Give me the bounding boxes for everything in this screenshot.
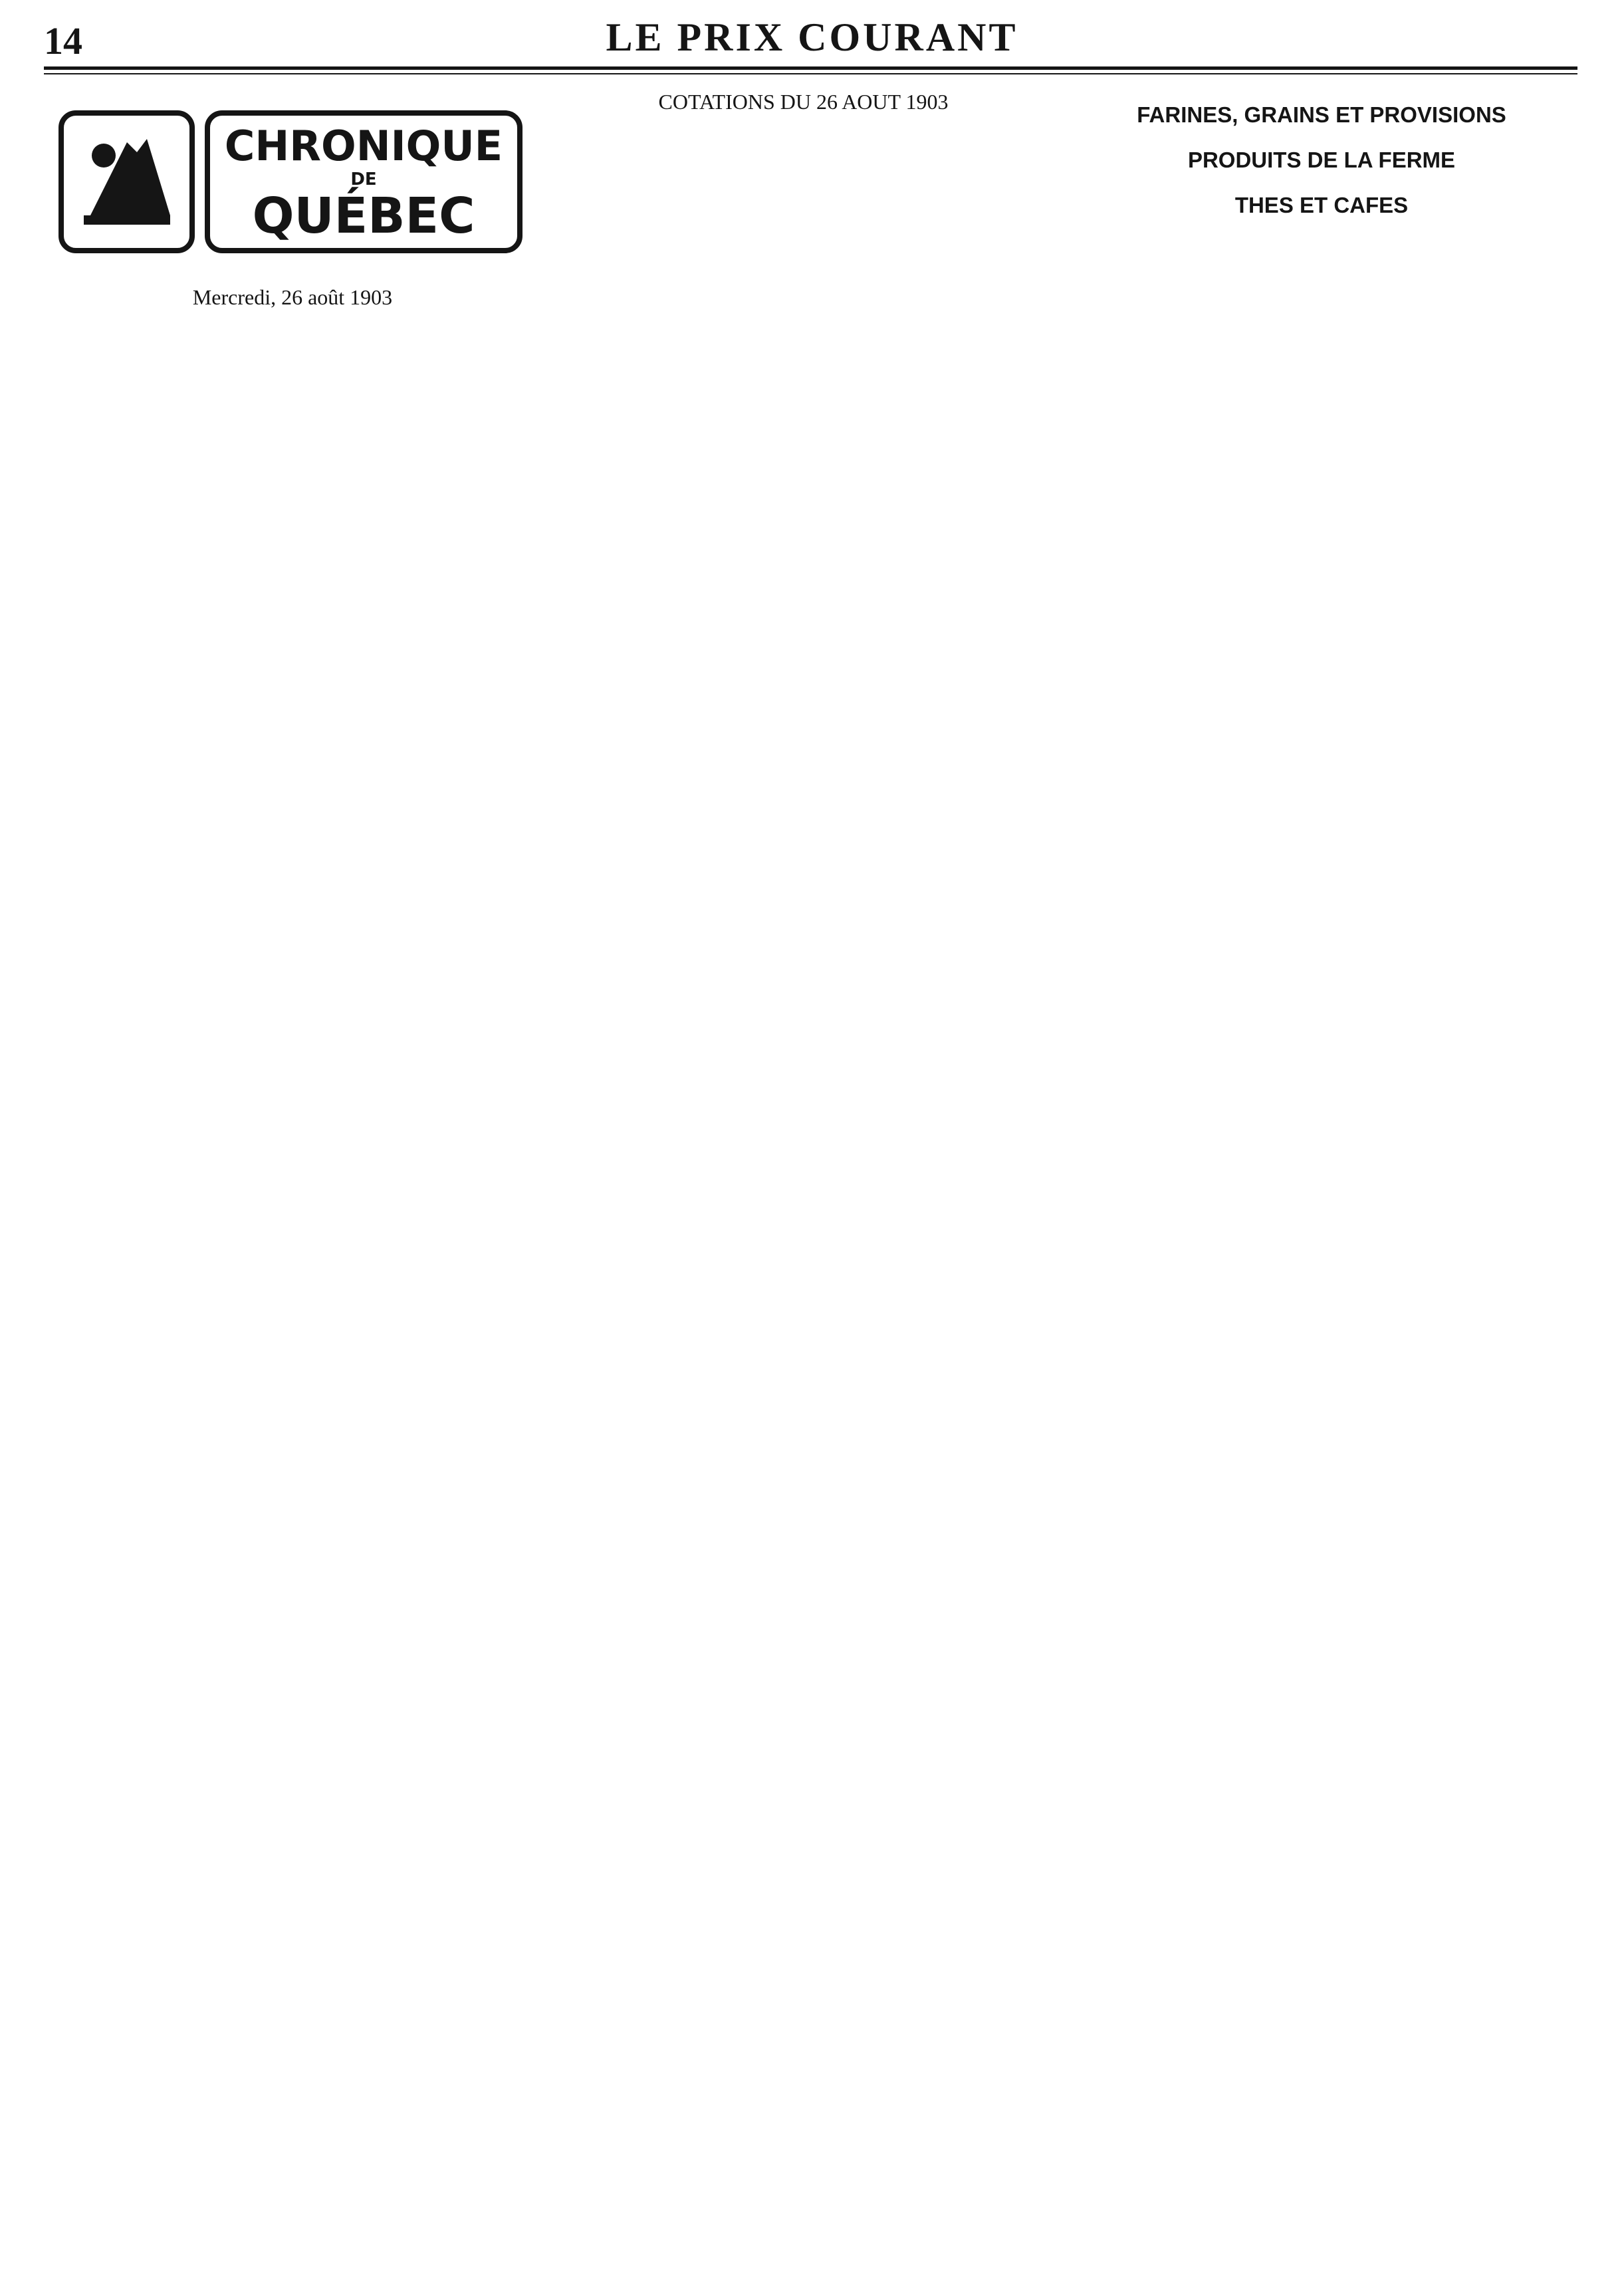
masthead-line-1: CHRONIQUE — [224, 122, 503, 170]
thes-heading: THES ET CAFES — [1234, 193, 1409, 217]
header-rule — [44, 66, 1577, 70]
cotations-heading: COTATIONS DU 26 AOUT 1903 — [658, 90, 949, 114]
masthead — [58, 86, 526, 286]
column-3 — [1072, 86, 1571, 2267]
masthead-line-2: DE — [350, 170, 377, 189]
column-2 — [560, 86, 1047, 2267]
masthead-figure-icon — [58, 110, 195, 253]
masthead-line-3: QUÉBEC — [252, 187, 475, 245]
page-number: 14 — [44, 19, 82, 62]
dateline: Mercredi, 26 août 1903 — [192, 285, 393, 309]
header-rule-thin — [44, 73, 1577, 74]
page-title: LE PRIX COURANT — [606, 15, 1018, 59]
farines-heading: FARINES, GRAINS ET PROVISIONS — [1137, 102, 1506, 127]
column-1 — [58, 86, 526, 2267]
masthead-title-box — [205, 110, 522, 253]
ferme-heading: PRODUITS DE LA FERME — [1187, 148, 1456, 172]
